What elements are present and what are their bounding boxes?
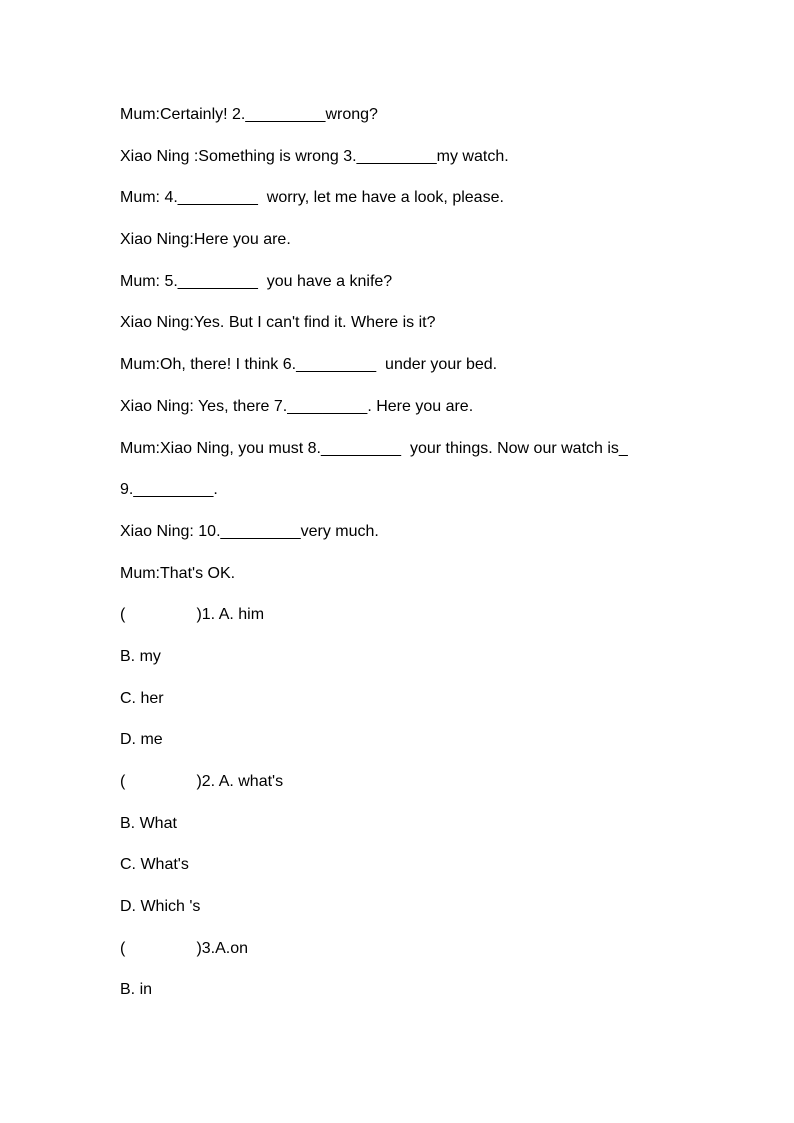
dialogue-line-9: 9._________.: [120, 481, 218, 499]
dialogue-line-mum-5: Mum: 5._________ you have a knife?: [120, 272, 393, 290]
dialogue-line-xiaoning-3: Xiao Ning :Something is wrong 3._________my watch.: [120, 147, 509, 165]
dialogue-line-mum-ok: Mum:That's OK.: [120, 564, 236, 582]
question-3: ( )3.A.on: [120, 939, 249, 957]
question-1-option-d: D. me: [120, 731, 163, 749]
question-1-option-c: C. her: [120, 689, 164, 707]
dialogue-line-mum-8: Mum:Xiao Ning, you must 8._________ your things. Now our watch is_: [120, 439, 628, 457]
dialogue-line-xiaoning-knife: Xiao Ning:Yes. But I can't find it. Where is it?: [120, 314, 436, 332]
question-1-option-b: B. my: [120, 647, 161, 665]
question-2-option-c: C. What's: [120, 856, 189, 874]
dialogue-line-mum-4: Mum: 4._________ worry, let me have a look, please.: [120, 189, 504, 207]
document-body: [120, 105, 740, 1022]
question-2-option-b: B. What: [120, 814, 177, 832]
dialogue-line-xiaoning-here: Xiao Ning:Here you are.: [120, 231, 291, 249]
question-2-option-d: D. Which 's: [120, 898, 201, 916]
question-1: ( )1. A. him: [120, 606, 265, 624]
question-2: ( )2. A. what's: [120, 773, 284, 790]
dialogue-line-xiaoning-7: Xiao Ning: Yes, there 7._________. Here you are.: [120, 397, 474, 415]
question-3-option-b: B. in: [120, 981, 153, 999]
dialogue-line-mum-2: Mum:Certainly! 2._________wrong?: [120, 106, 378, 123]
dialogue-line-xiaoning-10: Xiao Ning: 10._________very much.: [120, 522, 379, 540]
dialogue-line-mum-6: Mum:Oh, there! I think 6._________ under your bed.: [120, 356, 498, 374]
